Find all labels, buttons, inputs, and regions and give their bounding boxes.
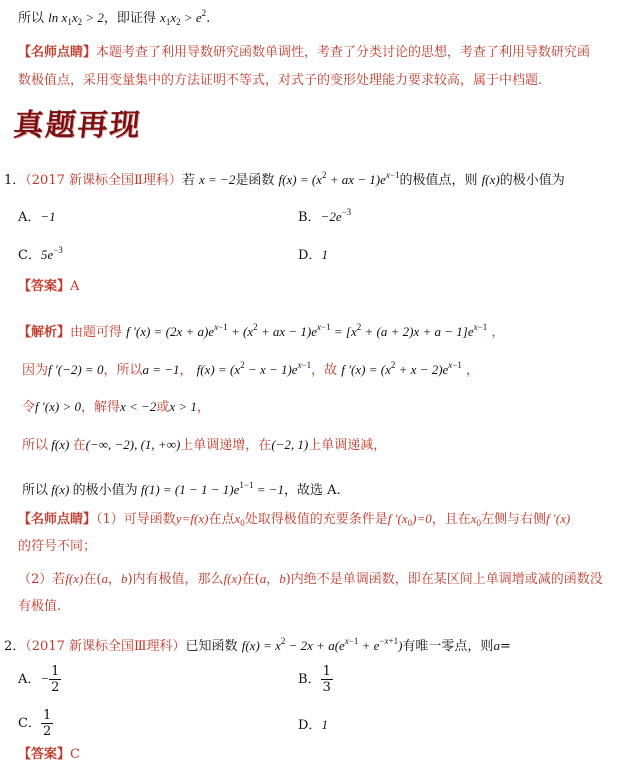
option-d: D．1 xyxy=(298,717,328,733)
section-banner: 真题再现 xyxy=(11,108,144,143)
option-d: D．1 xyxy=(298,247,328,263)
proof-conclusion-line: 所以 $\ln x_1x_2 > 2$，即证得 $x_1x_2 > e^2$. xyxy=(18,8,211,27)
solution-line-1: 【解析】由题可得 f $'(x) = (2x + a)e^{x-1} + (x^2$ + ax − $1)e^{x-1} = [x^2 + (a + 2)x + a - 1]e^{x-1}$ ， xyxy=(18,322,505,340)
teacher-note-2-line3: （2）若f(x)在(a，b)内有极值，那么f(x)在(a，b)内绝不是单调函数，即在某区间上单调增或减的函数没 xyxy=(18,571,603,587)
option-b: B．$-2e^{-3}$ xyxy=(298,207,352,225)
teacher-note-1-line1: 【名师点睛】本题考查了利用导数研究函数单调性，考查了分类讨论的思想，考查了利用导数研究函 xyxy=(18,45,591,60)
option-c: C．$5e^{-3}$ xyxy=(18,245,63,263)
solution-line-3: 令f ′(x) > 0，解得x < −2或x > 1， xyxy=(22,399,210,415)
option-a: A．− $\frac{1}{2}$ xyxy=(18,664,60,695)
option-b: B． $\frac{1}{3}$ xyxy=(298,664,331,695)
answer-1: 【答案】A xyxy=(18,279,80,294)
teacher-note-2-line2: 的符号不同； xyxy=(18,539,97,554)
teacher-note-1-line2: 数极值点，采用变量集中的方法证明不等式，对式子的变形处理能力要求较高，属于中档题. xyxy=(18,73,543,88)
math-expr: $\ln x_1x_2 > 2$ xyxy=(48,10,104,27)
question-2-stem: 2．（2017 新课标全国Ⅲ理科）已知函数 $f(x) = x^2 - 2x + a(e^{x-1} + e^{-x+1})$有唯一零点，则a= xyxy=(4,636,511,654)
teacher-note-2-line1: 【名师点睛】（1）可导函数y=f(x)在点$x_0$处取得极值的充要条件是f $'(x_0)=0$，且在$x_0$左侧与右侧f ′(x) xyxy=(18,511,571,528)
solution-line-4: 所以 f(x) 在(−∞, −2), (1, +∞)上单调递增，在(−2, 1)上单调递减， xyxy=(22,437,387,453)
math-expr: $x_1x_2 > e^2$ xyxy=(160,8,207,27)
answer-2: 【答案】C xyxy=(18,747,80,762)
solution-line-5: 所以 f(x) 的极小值为 $f(1) = (1 - 1 - 1)e^{1-1} = -1$，故选 A. xyxy=(22,480,341,498)
option-a: A．−1 xyxy=(18,209,56,225)
question-1-stem: 1．（2017 新课标全国Ⅱ理科）若 x = −2是函数 $f(x) = (x^2$ + ax − $1)e^{x-1}$的极值点，则 f(x)的极小值为 xyxy=(4,170,565,188)
option-c: C． $\frac{1}{2}$ xyxy=(18,708,52,739)
solution-line-2: 因为f ′(−2) = 0，所以a = −1， $f(x) = (x^2 - x - 1)e^{x-1}$，故 f $'(x) = (x^2 + x - 2)e^{x-1}$ ， xyxy=(22,360,480,378)
teacher-note-2-line4: 有极值. xyxy=(18,599,62,614)
